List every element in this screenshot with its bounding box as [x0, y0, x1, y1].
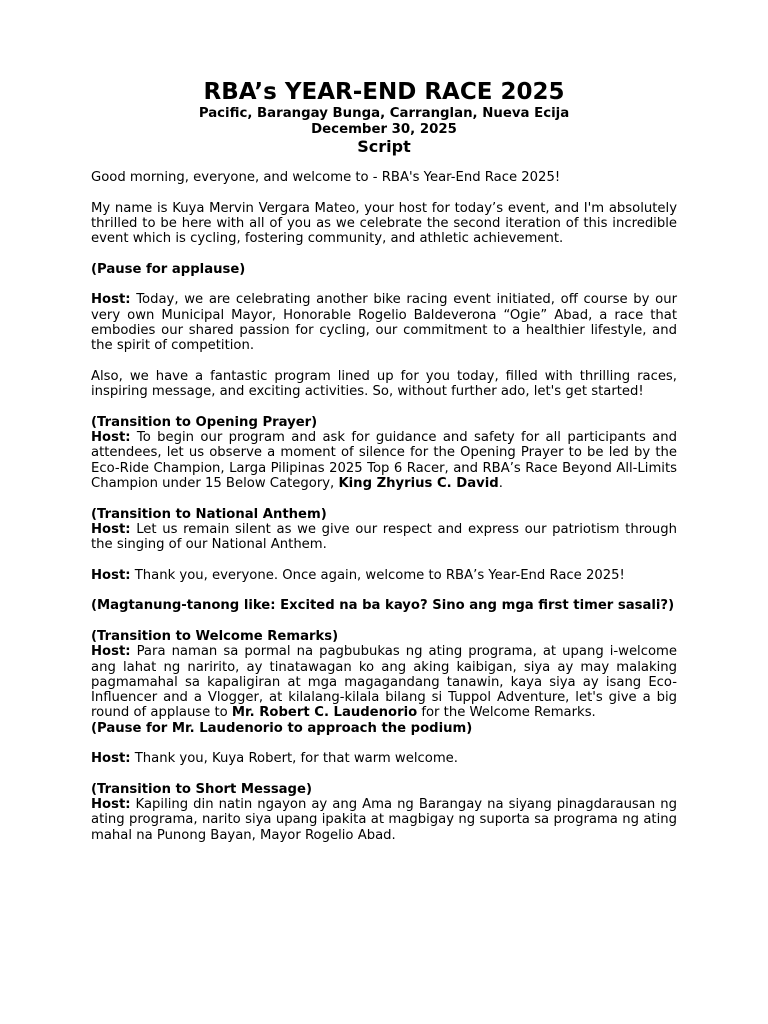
thanks-text: Thank you, everyone. Once again, welcome to RBA’s Year-End Race 2025! — [130, 567, 625, 583]
cue-short-message-text: (Transition to Short Message) — [91, 781, 312, 797]
host-label: Host: — [91, 521, 131, 537]
event-date: December 30, 2025 — [311, 122, 457, 137]
paragraph-intro: My name is Kuya Mervin Vergara Mateo, your host for today’s event, and I'm absolutely thrilled to be here with all of you as we celebrate the second iteration of this incredible event which is cycling, fostering community, and athletic achievement. — [91, 200, 677, 247]
cue-welcome-remarks-text: (Transition to Welcome Remarks) — [91, 628, 339, 644]
cue-podium-text: (Pause for Mr. Laudenorio to approach the podium) — [91, 720, 473, 736]
paragraph-short-message — [91, 797, 677, 843]
opening-prayer-end: . — [498, 475, 503, 491]
opening-prayer-text: To begin our program and ask for guidance and safety for all participants and attendees, let us observe a moment of silence for the Opening Prayer to be led by the Eco-Ride Champion, Larga Pilipinas 2025 Top 6 Racer, and RBA’s Race Beyond All-Limits Champion under 15 Below Category, — [91, 430, 677, 491]
celebration-text: Today, we are celebrating another bike racing event initiated, off course by our very own Municipal Mayor, Honorable Rogelio Baldeverona “Ogie” Abad, a race that embodies our shared passion for cycling, our commitment to a healthier lifestyle, and the spirit of competition. — [91, 292, 677, 354]
welcome-remarks-text: Para naman sa pormal na pagbubukas ng ating programa, at upang i-welcome ang lahat ng naririto, ay tinatawagan ko ang aking kaibigan, siya ay may malaking pagmamahal sa kapaligiran at mga magagandang tanawin, kaya siya ay isang Eco-Influencer and a Vlogger, at kilalang-kilala bilang si Tuppol Adventure, let's give a big round of applause to — [91, 644, 677, 721]
paragraph-thanks — [91, 568, 677, 583]
host-label: Host: — [91, 567, 131, 583]
prayer-leader-name: King Zhyrius C. David — [338, 475, 499, 491]
document-title: RBA’s YEAR-END RACE 2025 — [203, 79, 565, 105]
cue-applause — [91, 262, 677, 277]
cue-opening-prayer-text: (Transition to Opening Prayer) — [91, 414, 318, 430]
event-location: Pacific, Barangay Bunga, Carranglan, Nueva Ecija — [198, 106, 570, 121]
paragraph-national-anthem — [91, 522, 677, 553]
cue-welcome-remarks — [91, 629, 677, 644]
paragraph-welcome-remarks — [91, 644, 677, 720]
national-anthem-text: Let us remain silent as we give our respect and express our patriotism through the singing of our National Anthem. — [91, 521, 677, 553]
host-label: Host: — [91, 751, 131, 767]
short-message-text: Kapiling din natin ngayon ay ang Ama ng Barangay na siyang pinagdarausan ng ating programa, narito siya upang ipakita at magbigay ng suporta sa programa ng ating mahal na Punong Bayan, Mayor Rogelio Abad. — [91, 797, 677, 843]
paragraph-celebration — [91, 292, 677, 353]
script-body — [91, 170, 677, 858]
paragraph-opening-prayer — [91, 430, 677, 491]
cue-short-message — [91, 782, 677, 797]
cue-tanong-text: (Magtanung-tanong like: Excited na ba kayo? Sino ang mga first timer sasali?) — [91, 598, 675, 614]
paragraph-thanks-robert — [91, 751, 677, 766]
thanks-robert-text: Thank you, Kuya Robert, for that warm welcome. — [130, 751, 458, 767]
host-label: Host: — [91, 797, 131, 813]
script-label: Script — [357, 137, 411, 156]
host-label: Host: — [91, 430, 131, 446]
cue-national-anthem-text: (Transition to National Anthem) — [91, 506, 327, 522]
host-label: Host: — [91, 292, 131, 308]
paragraph-greeting: Good morning, everyone, and welcome to - RBA's Year-End Race 2025! — [91, 170, 561, 185]
paragraph-program: Also, we have a fantastic program lined up for you today, filled with thrilling races, inspiring message, and exciting activities. So, without further ado, let's get started! — [91, 368, 677, 400]
cue-podium — [91, 721, 677, 736]
cue-opening-prayer — [91, 415, 677, 430]
cue-applause-text: (Pause for applause) — [91, 261, 246, 277]
cue-tanong — [91, 598, 677, 613]
welcome-speaker-name: Mr. Robert C. Laudenorio — [231, 705, 418, 721]
host-label: Host: — [91, 644, 131, 660]
cue-national-anthem — [91, 507, 677, 522]
welcome-remarks-end: for the Welcome Remarks. — [417, 705, 596, 721]
